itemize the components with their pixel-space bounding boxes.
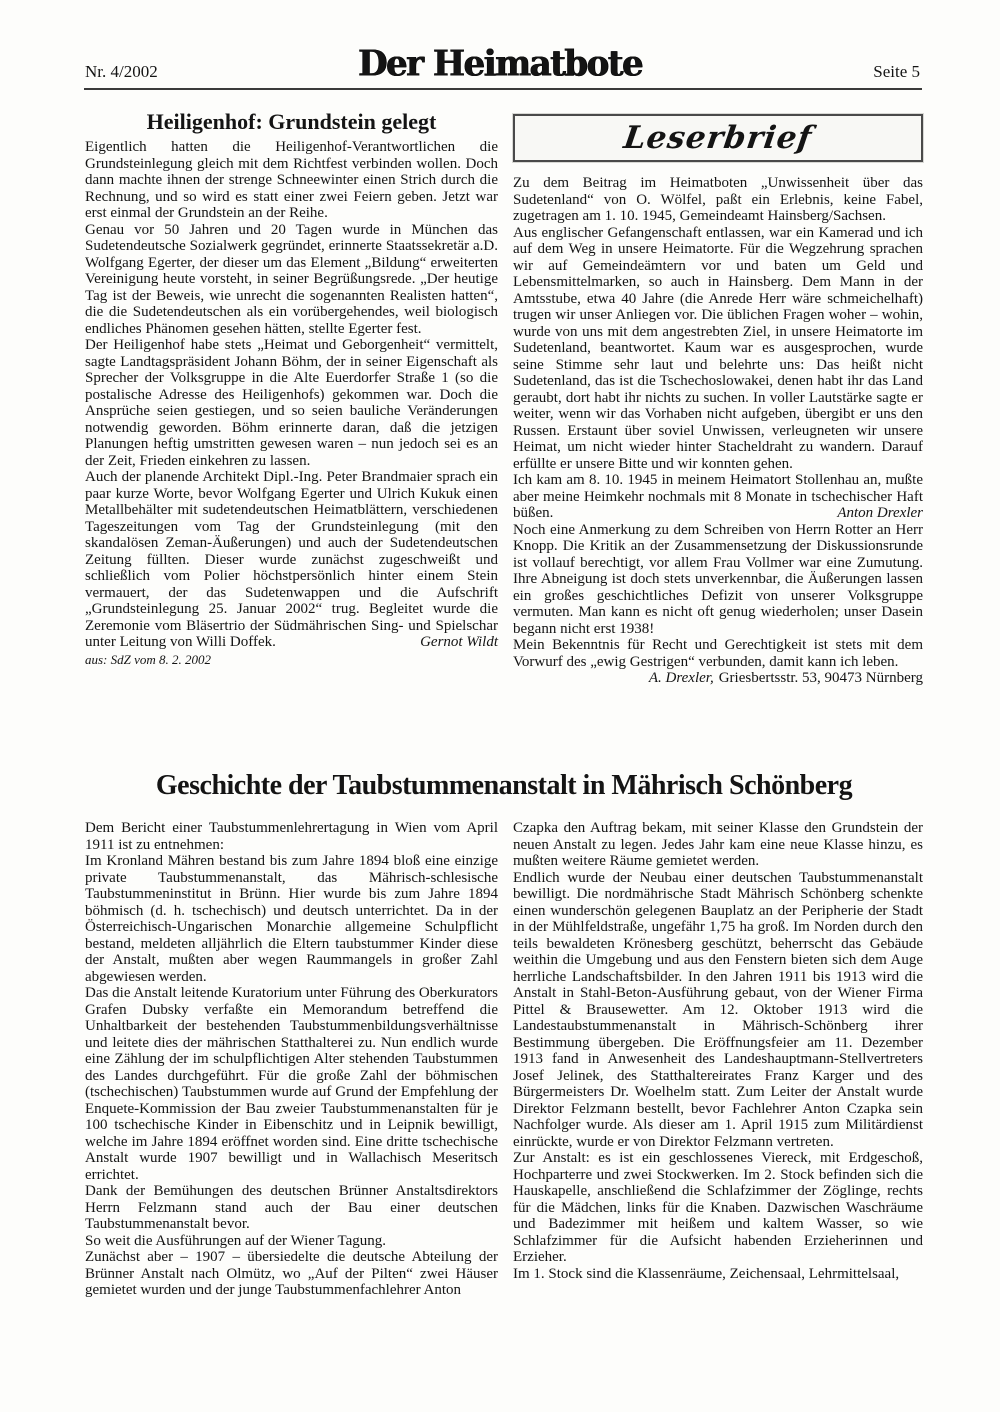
paragraph-text: Ich kam am 8. 10. 1945 in meinem Heimatort Stollenhau an, mußte aber meine Heimkehr nochmals mit 8 Monate in tschechischer Haft büßen. [513, 472, 923, 521]
author-name: A. Drexler, [648, 670, 714, 686]
author-address: Griesbertsstr. 53, 90473 Nürnberg [718, 670, 923, 686]
article-taubstummen-left-column [85, 820, 498, 1299]
letter-to-editor [513, 114, 923, 687]
paragraph: Mein Bekenntnis für Recht und Gerechtigkeit ist stets mit dem Vorwurf des „ewig Gestrigen“ verbunden, damit kann ich leben. [513, 637, 923, 670]
author-address-line [513, 670, 923, 687]
paragraph: So weit die Ausführungen auf der Wiener Tagung. [85, 1232, 387, 1249]
paragraph: Im Kronland Mähren bestand bis zum Jahre 1894 bloß eine einzige private Taubstummenanstalt, das Mährisch-schlesische Taubstummeninstitut in Brünn. Hier wurde bis zum Jahre 1894 böhmisch (d. h. tschechisch) und deutsch unterrichtet. Da in der Österreichisch-Ungarischen Monarchie allgemeine Schulpflicht bestand, meldeten alljährlich die Eltern taubstummer Kinder diese der Anstalt, mußten aber wegen Raummangels in großer Zahl abgewiesen werden. [85, 853, 498, 985]
paragraph: Der Heiligenhof habe stets „Heimat und Geborgenheit“ vermittelt, sagte Landtagspräsident Johann Böhm, der in seiner Eigenschaft als Sprecher der Volksgruppe in die Alte Euerdorfer Straße 1 (so die postalische Adresse des Heiligenhofs) gekommen war. Doch die Ansprüche seien gestiegen, und so seien bauliche Veränderungen notwendig geworden. Böhm erinnerte daran, daß die jetzigen Planungen heftig umstritten gewesen waren – nun jedoch sei es an der Zeit, Frieden einkehren zu lassen. [85, 337, 498, 469]
paragraph: Zur Anstalt: es ist ein geschlossenes Viereck, mit Erdgeschoß, Hochparterre und zwei Stockwerken. Im 2. Stock befinden sich die Hauskapelle, anschließend die Schlafzimmer der Zöglinge, rechts für die Mädchen, links für die Knaben. Dazwischen Waschräume und Badezimmer mit heißem und kaltem Wasser, so wie Schlafzimmer für die Aufsicht habenden Erzieherinnen und Erzieher. [513, 1150, 923, 1265]
paragraph [513, 472, 923, 522]
author-signature: Gernot Wildt [420, 634, 498, 650]
leserbrief-header-box [513, 114, 923, 162]
paragraph: Das die Anstalt leitende Kuratorium unter Führung des Oberkurators Grafen Dubsky verfaßte ein Memorandum betreffend die Unhaltbarkeit der bestehenden Taubstummenbildungsverhältnisse und leitete dies der mährischen Statthalterei zu. Nun endlich wurde eine Zählung der im schulpflichtigen Alter stehenden Taubstummen des Landes durchgeführt. Für die große Zahl der böhmischen (tschechischen) Taubstummen wurde auf Grund der Empfehlung der Enquete-Kommission der Bau zweier Taubstummenanstalten für je 100 tschechische Kinder in Eibenschitz und in Leipnik bewilligt, welche im Jahre 1894 eröffnet worden sind. Eine dritte tschechische Anstalt wurde 1907 bewilligt und in Wallachisch Meseritsch errichtet. [85, 985, 498, 1183]
header-divider [84, 88, 922, 90]
paragraph: Czapka den Auftrag bekam, mit seiner Klasse den Grundstein der neuen Anstalt zu legen. Jedes Jahr kam eine neue Klasse hinzu, es mußten weitere Räume gemietet werden. [513, 820, 923, 869]
section-title: Geschichte der Taubstummenanstalt in Mährisch Schönberg [155, 770, 853, 801]
paragraph: Eigentlich hatten die Heiligenhof-Verantwortlichen die Grundsteinlegung gleich mit dem Richtfest verbinden wollen. Doch dann machte ihnen der strenge Schneewinter einen Strich durch die Rechnung, und so wird es statt einer zwei Feiern geben. Jetzt war erst einmal der Grundstein an der Reihe. [85, 139, 498, 221]
paragraph: Endlich wurde der Neubau einer deutschen Taubstummenanstalt bewilligt. Die nordmährische Stadt Mährisch Schönberg schenkte einen wunderschön gelegenen Bauplatz an der Peripherie der Stadt in der Mühlfeldstraße, ungefähr 1,75 ha groß. Im Norden durch den teils bewaldeten Krönesberg geschützt, beherrscht das Gebäude weithin die Umgebung und aus den Fenstern bieten sich dem Auge herrliche Landschaftsbilder. In den Jahren 1911 bis 1913 wird die Anstalt in Stahl-Beton-Ausführung gebaut, von der Wiener Firma Pittel & Brausewetter. Am 12. Oktober 1913 wird die Landestaubstummenanstalt in Mährisch-Schönberg ihrer Bestimmung übergeben. Die Eröffnungsfeier am 11. Dezember 1913 fand in Anwesenheit des Landeshauptmann-Stellvertreters Josef Jelinek, des Statthaltereirates Franz Karger und des Bürgermeisters Dr. Woelhelm statt. Zum Leiter der Anstalt wurde Direktor Felzmann bestellt, bevor Fachlehrer Anton Czapka sein Nachfolger wurde. Als dieser am 1. April 1915 zum Militärdienst einrückte, wurde er von Direktor Felzmann vertreten. [513, 869, 923, 1150]
paragraph: Aus englischer Gefangenschaft entlassen, war ein Kamerad und ich auf dem Weg in unsere Heimatorte. Für die Wegzehrung sprachen wir auf Gemeindeämtern vor und baten um Geld und Lebensmittelmarken, so auch in Hainsberg. Dem Mann in der Amtsstube, etwa 40 Jahre (die Anrede Herr wäre schmeichelhaft) trugen wir unser Anliegen vor. Die üblichen Fragen woher – wohin, wurde von uns mit dem angestrebten Ziel, in unsere Heimatorte im Sudetenland, beantwortet. Kaum war es ausgesprochen, wurde seine Stimme sehr laut und belehrte uns: Das heißt nicht Sudetenland, das ist die Tschechoslowakei, denen habt ihr das Land geraubt, dort habt ihr nichts zu suchen. In voller Lautstärke sagte er weiter, wenn wir das Vorhaben nicht aufgeben, übergibt er uns den Russen. Erstaunt über soviel Unwissen, verleugneten wir unsere Heimat, um nicht wieder hinter Stacheldraht zu wandern. Darauf erfüllte er unsere Bitte und wir konnten gehen. [513, 224, 923, 472]
paragraph: Genau vor 50 Jahren und 20 Tagen wurde in München das Sudetendeutsche Sozialwerk gegründet, erinnerte Staatssekretär a.D. Wolfgang Egerter, der dieser um das Element „Bildung“ erweiterten Vereinigung heute vorsteht, in seiner Begrüßungsrede. „Der heutige Tag ist der Beweis, wie unrecht die sogenannten Realisten hatten“, die die Sudetendeutschen als ein vorübergehendes, weil biologisch endliches Phänomen gesehen hätten, stellte Egerter fest. [85, 221, 498, 337]
page-number: Seite 5 [873, 62, 920, 81]
paragraph: Dank der Bemühungen des deutschen Brünner Anstaltsdirektors Herrn Felzmann stand auch der Bau einer deutschen Taubstummenanstalt bevor. [85, 1183, 498, 1232]
masthead-logo: Der Heimatbote [357, 43, 643, 85]
issue-number: Nr. 4/2002 [85, 62, 158, 81]
paragraph: Dem Bericht einer Taubstummenlehrertagung in Wien vom April 1911 ist zu entnehmen: [85, 820, 498, 853]
article-title: Heiligenhof: Grundstein gelegt [146, 109, 437, 134]
paragraph: Zunächst aber – 1907 – übersiedelte die deutsche Abteilung der Brünner Anstalt nach Olmütz, wo „Auf der Pilten“ zwei Häuser gemietet wurden und der junge Taubstummenfachlehrer Anton [85, 1249, 498, 1298]
paragraph: Zu dem Beitrag im Heimatboten „Unwissenheit über das Sudetenland“ von O. Wölfel, paßt ein Erlebnis, keine Fabel, zugetragen am 1. 10. 1945, Gemeindeamt Hainsberg/Sachsen. [513, 175, 923, 224]
paragraph: Noch eine Anmerkung zu dem Schreiben von Herrn Rotter an Herr Knopp. Die Kritik an der Zusammensetzung der Diskussionsrunde ist vollauf berechtigt, vor allem Frau Vollmer war eine Zumutung. Ihre Abneigung ist doch stets unverkennbar, die Äußerungen lassen ein großes geschichtliches Defizit von unserer Volksgruppe vermuten. Man kann es nicht oft genug wiederholen; unser Dasein begann nicht erst 1938! [513, 521, 923, 637]
leserbrief-label: Leserbrief [621, 119, 815, 156]
source-note: aus: SdZ vom 8. 2. 2002 [85, 651, 212, 667]
article-taubstummen-right-column [513, 820, 923, 1282]
author-signature: Anton Drexler [837, 505, 923, 521]
paragraph-text: Auch der planende Architekt Dipl.-Ing. Peter Brandmaier sprach ein paar kurze Worte, bevor Wolfgang Egerter und Ulrich Kukuk einen Metallbehälter mit sudetendeutschen Heimatblättern, verschiedenen Tageszeitungen vom Tag der Grundsteinlegung (mit den skandalösen Zeman-Äußerungen) und auch der Sudetendeutschen Zeitung füllten. Dieser wurde zunächst zugeschweißt und schließlich vom Polier höchstpersönlich hinter einem Stein vermauert, der das Sudetenwappen und die Aufschrift „Grundsteinlegung 25. Januar 2002“ trug. Begleitet wurde die Zeremonie vom Bläsertrio der Südmährischen Sing- und Spielschar unter Leitung von Willi Doffek. [85, 469, 498, 650]
paragraph [85, 469, 498, 651]
paragraph: Im 1. Stock sind die Klassenräume, Zeichensaal, Lehrmittelsaal, [513, 1265, 900, 1282]
article-heiligenhof [85, 110, 498, 668]
